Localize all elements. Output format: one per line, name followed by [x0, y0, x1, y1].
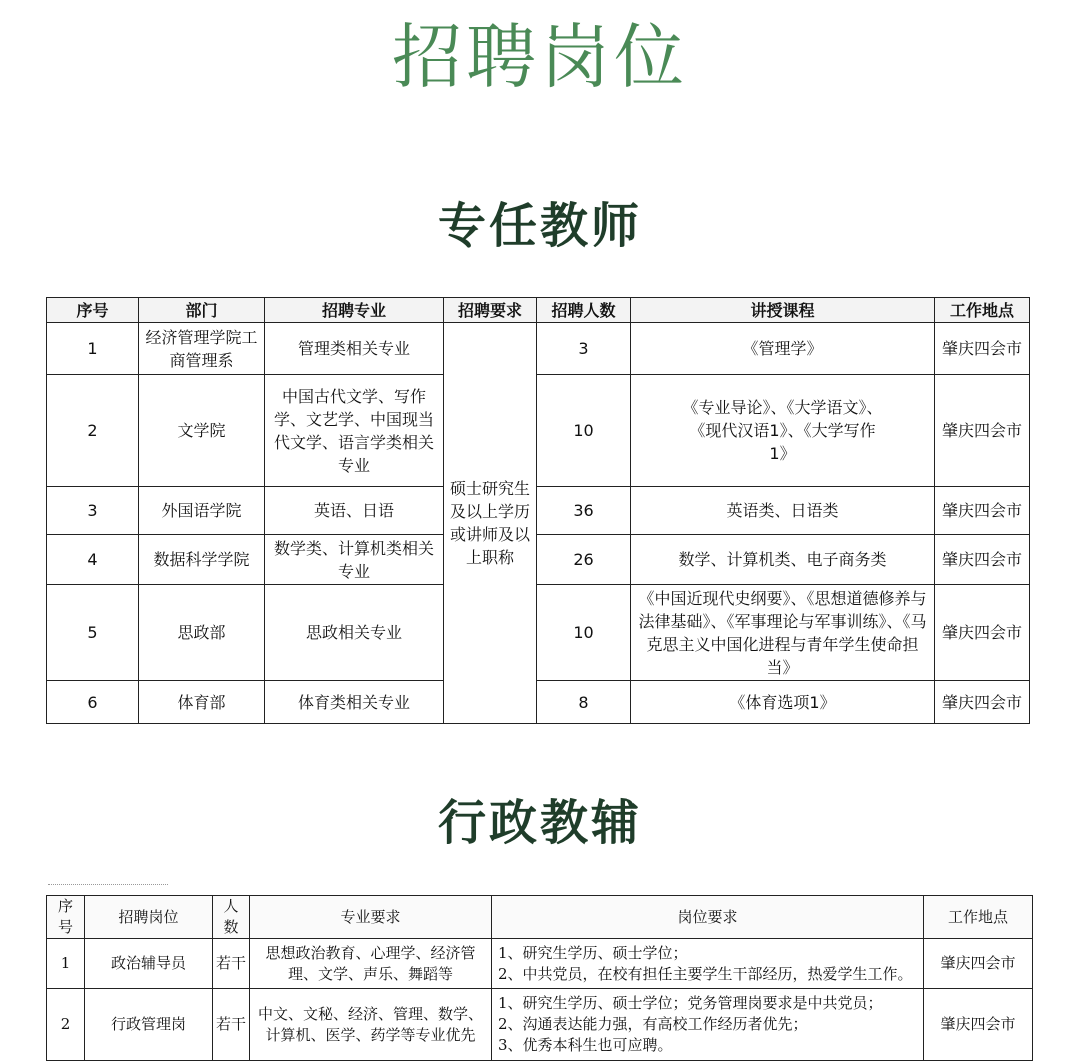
cell-dept: 经济管理学院工商管理系	[139, 323, 265, 375]
staff-table	[46, 895, 1033, 1061]
table-row	[47, 487, 1030, 535]
table-row	[47, 323, 1030, 375]
cell-course: 《管理学》	[631, 323, 935, 375]
cell-location: 肇庆四会市	[935, 535, 1030, 585]
cell-count: 10	[537, 585, 631, 681]
cell-dept: 文学院	[139, 375, 265, 487]
cell-no: 3	[47, 487, 139, 535]
cell-dept: 体育部	[139, 681, 265, 724]
cell-count: 26	[537, 535, 631, 585]
cell-no: 5	[47, 585, 139, 681]
cell-major: 数学类、计算机类相关专业	[265, 535, 444, 585]
cell-course: 英语类、日语类	[631, 487, 935, 535]
cell-dept: 外国语学院	[139, 487, 265, 535]
section-title-teachers: 专任教师	[437, 198, 642, 254]
header-count: 招聘人数	[537, 298, 631, 323]
header-post-requirement: 岗位要求	[492, 896, 924, 939]
section-title-admin: 行政教辅	[437, 795, 642, 851]
cell-location: 肇庆四会市	[935, 323, 1030, 375]
cell-major: 中文、文秘、经济、管理、数学、计算机、医学、药学等专业优先	[250, 989, 492, 1061]
cell-course: 《中国近现代史纲要》、《思想道德修养与法律基础》、《军事理论与军事训练》、《马克思主义中国化进程与青年学生使命担当》	[631, 585, 935, 681]
table-row	[47, 585, 1030, 681]
cell-dept: 数据科学学院	[139, 535, 265, 585]
cell-count: 8	[537, 681, 631, 724]
cell-no: 1	[47, 323, 139, 375]
table-header-row	[47, 298, 1030, 323]
cell-location: 肇庆四会市	[935, 681, 1030, 724]
header-location: 工作地点	[935, 298, 1030, 323]
header-dept: 部门	[139, 298, 265, 323]
cell-major: 中国古代文学、写作学、文艺学、中国现当代文学、语言学类相关专业	[265, 375, 444, 487]
cell-post-requirement	[492, 989, 924, 1061]
page-title: 招聘岗位	[392, 16, 688, 98]
requirement-line: 3、优秀本科生也可应聘。	[498, 1036, 673, 1054]
cell-major: 思政相关专业	[265, 585, 444, 681]
cell-no: 6	[47, 681, 139, 724]
table-row	[47, 989, 1033, 1061]
header-requirement: 招聘要求	[444, 298, 537, 323]
table-row	[47, 939, 1033, 989]
cell-location: 肇庆四会市	[935, 375, 1030, 487]
cell-major: 思想政治教育、心理学、经济管理、文学、声乐、舞蹈等	[250, 939, 492, 989]
cell-post: 政治辅导员	[85, 939, 213, 989]
requirement-line: 1、研究生学历、硕士学位；党务管理岗要求是中共党员；	[498, 994, 883, 1012]
cell-count: 若干	[213, 989, 250, 1061]
header-major: 招聘专业	[265, 298, 444, 323]
cell-post-requirement	[492, 939, 924, 989]
header-no: 序号	[47, 298, 139, 323]
header-count: 人数	[213, 896, 250, 939]
cell-count: 3	[537, 323, 631, 375]
table-row	[47, 375, 1030, 487]
teacher-table	[46, 297, 1030, 724]
cell-post: 行政管理岗	[85, 989, 213, 1061]
cell-requirement: 硕士研究生及以上学历或讲师及以上职称	[444, 323, 537, 724]
cell-course: 《专业导论》、《大学语文》、《现代汉语1》、《大学写作1》	[631, 375, 935, 487]
cell-location: 肇庆四会市	[924, 989, 1033, 1061]
table-header-row	[47, 896, 1033, 939]
header-location: 工作地点	[924, 896, 1033, 939]
cell-course: 数学、计算机类、电子商务类	[631, 535, 935, 585]
table-row	[47, 681, 1030, 724]
cell-count: 36	[537, 487, 631, 535]
requirement-line: 2、沟通表达能力强，有高校工作经历者优先；	[498, 1015, 808, 1033]
requirement-line: 2、中共党员，在校有担任主要学生干部经历，热爱学生工作。	[498, 964, 913, 983]
cell-no: 2	[47, 989, 85, 1061]
cell-location: 肇庆四会市	[935, 487, 1030, 535]
scratch-marks	[48, 884, 168, 893]
cell-course: 《体育选项1》	[631, 681, 935, 724]
cell-major: 体育类相关专业	[265, 681, 444, 724]
requirement-line: 1、研究生学历、硕士学位；	[498, 943, 688, 962]
cell-no: 4	[47, 535, 139, 585]
cell-major: 管理类相关专业	[265, 323, 444, 375]
cell-dept: 思政部	[139, 585, 265, 681]
header-post: 招聘岗位	[85, 896, 213, 939]
header-course: 讲授课程	[631, 298, 935, 323]
header-major: 专业要求	[250, 896, 492, 939]
cell-no: 1	[47, 939, 85, 989]
cell-no: 2	[47, 375, 139, 487]
header-no: 序号	[47, 896, 85, 939]
cell-location: 肇庆四会市	[935, 585, 1030, 681]
cell-major: 英语、日语	[265, 487, 444, 535]
cell-count: 10	[537, 375, 631, 487]
table-row	[47, 535, 1030, 585]
cell-location: 肇庆四会市	[924, 939, 1033, 989]
cell-count: 若干	[213, 939, 250, 989]
